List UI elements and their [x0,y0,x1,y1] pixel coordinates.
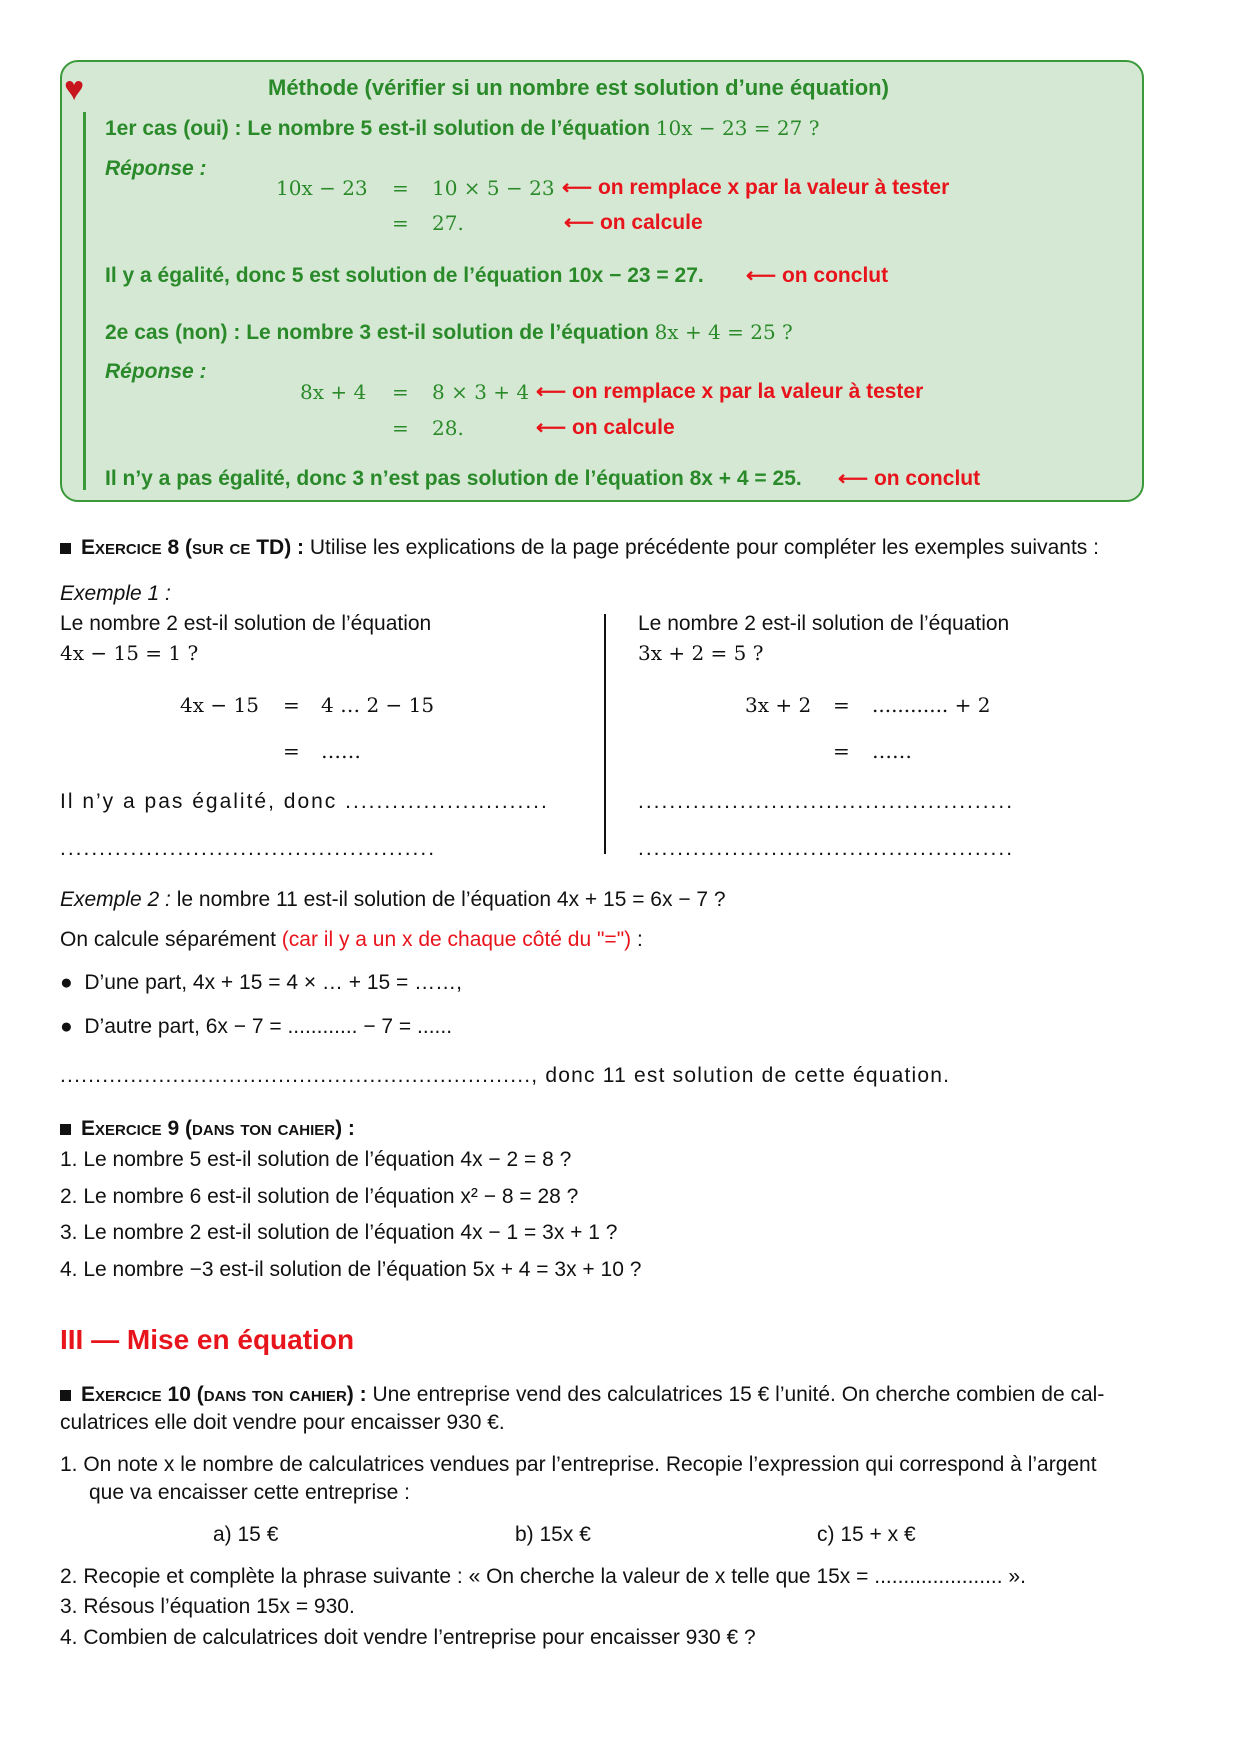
bullet-square-icon [60,1124,71,1135]
case2-eq: 8x + 4 = 25 ? [654,320,793,344]
case1-rhs2: 27. [432,211,464,235]
ex9-item: 1. Le nombre 5 est-il solution de l’équation 4x − 2 = 8 ? [60,1148,572,1171]
ex8-title: Exercice 8 (sur ce TD) : [81,536,305,559]
case2-rhs2: 28. [432,416,464,440]
ex8-text: Utilise les explications de la page précédente pour compléter les exemples suivants : [309,536,1099,559]
eq-sign: = [392,176,409,200]
case1-label: 1er cas (oui) : Le nombre 5 est-il solution de l’équation [105,117,650,140]
ex8-left-question: Le nombre 2 est-il solution de l’équation [60,612,432,635]
ex8-example2-label: Exemple 2 : [60,888,171,911]
case1-note1: ⟵ on remplace x par la valeur à tester [562,176,950,199]
case2-note2: ⟵ on calcule [536,416,675,439]
eq-sign: = [833,693,850,717]
case1-eq: 10x − 23 = 27 ? [655,116,820,140]
bullet-2: D’autre part, 6x − 7 = ............ − 7 = ...... [84,1015,453,1038]
case1-reponse: Réponse : [105,157,207,180]
case1-note2: ⟵ on calcule [564,211,703,234]
case1-conclusion: Il y a égalité, donc 5 est solution de l’équation 10x − 23 = 27. [105,264,704,287]
ex8-final[interactable]: ..................................................................., donc 11 est solution de cette équation. [60,1064,951,1087]
bullet-1: D’une part, 4x + 15 = 4 × … + 15 = ……, [84,971,462,994]
method-bar [83,112,86,490]
ex10-q2: 2. Recopie et complète la phrase suivante : « On cherche la valeur de x telle que 15x = ...................... ». [60,1565,1026,1588]
eq-sign: = [392,211,409,235]
ex9-title: Exercice 9 (dans ton cahier) : [81,1117,355,1140]
section-title: III — Mise en équation [60,1324,355,1355]
ex8-right-rhs1[interactable]: ............ + 2 [872,693,991,717]
ex8-left-lhs: 4x − 15 [180,693,259,717]
ex10-q3: 3. Résous l’équation 15x = 930. [60,1595,355,1618]
bullet-square-icon [60,1390,71,1401]
ex10-q1-cont: que va encaisser cette entreprise : [89,1481,411,1504]
ex9-item: 2. Le nombre 6 est-il solution de l’équation x² − 8 = 28 ? [60,1185,579,1208]
ex9-item: 4. Le nombre −3 est-il solution de l’équation 5x + 4 = 3x + 10 ? [60,1258,642,1281]
ex10-option-c: c) 15 + x € [817,1523,916,1546]
ex8-example1-label: Exemple 1 : [60,582,171,605]
bullet-square-icon [60,543,71,554]
case2-conclusion: Il n’y a pas égalité, donc 3 n’est pas solution de l’équation 8x + 4 = 25. [105,467,802,490]
eq-sign: = [392,380,409,404]
case1-lhs: 10x − 23 [276,176,368,200]
ex8-right-lhs: 3x + 2 [745,693,812,717]
ex8-left-rhs2: …… [321,739,361,763]
case2-note3: ⟵ on conclut [838,467,981,490]
method-title: Méthode (vérifier si un nombre est solution d’une équation) [268,75,889,100]
case2-rhs1: 8 × 3 + 4 [432,380,530,404]
ex10-option-a: a) 15 € [213,1523,279,1546]
case1-note3: ⟵ on conclut [746,264,889,287]
calc-end: : [631,928,643,951]
ex8-left-rhs1: 4 … 2 − 15 [321,693,435,717]
case2-reponse: Réponse : [105,360,207,383]
case2-note1: ⟵ on remplace x par la valeur à tester [536,380,924,403]
case2-lhs: 8x + 4 [300,380,367,404]
eq-sign: = [833,739,850,763]
calc-note: (car il y a un x de chaque côté du "=") [281,928,632,951]
ex10-q1: 1. On note x le nombre de calculatrices vendues par l’entreprise. Recopie l’expression qui correspond à l’argent [60,1453,1097,1476]
ex8-example2-text: le nombre 11 est-il solution de l’équation 4x + 15 = 6x − 7 ? [176,888,726,911]
ex8-right-question: Le nombre 2 est-il solution de l’équation [638,612,1010,635]
ex8-left-eq: 4x − 15 = 1 ? [60,641,199,665]
ex8-right-rhs2[interactable]: …… [872,739,912,763]
eq-sign: = [283,693,300,717]
ex8-right-dots2[interactable]: ................................................ [638,837,1015,860]
eq-sign: = [392,416,409,440]
case1-rhs1: 10 × 5 − 23 [432,176,555,200]
ex10-option-b: b) 15x € [515,1523,591,1546]
calc-text: On calcule séparément [60,928,276,951]
column-divider [604,614,606,854]
ex10-q4: 4. Combien de calculatrices doit vendre l’entreprise pour encaisser 930 € ? [60,1626,756,1649]
ex10-text1: Une entreprise vend des calculatrices 15 € l’unité. On cherche combien de cal- [372,1383,1105,1406]
eq-sign: = [283,739,300,763]
bullet-icon: ● [60,971,85,994]
ex8-left-conclusion[interactable]: Il n’y a pas égalité, donc .......................... [60,790,549,813]
ex9-item: 3. Le nombre 2 est-il solution de l’équation 4x − 1 = 3x + 1 ? [60,1221,618,1244]
ex10-text2: culatrices elle doit vendre pour encaisser 930 €. [60,1411,505,1434]
case2-label: 2e cas (non) : Le nombre 3 est-il solution de l’équation [105,321,649,344]
heart-icon: ♥ [64,70,85,108]
ex10-title: Exercice 10 (dans ton cahier) : [81,1383,367,1406]
ex8-right-dots1[interactable]: ................................................ [638,790,1015,813]
bullet-icon: ● [60,1015,85,1038]
ex8-right-eq: 3x + 2 = 5 ? [638,641,764,665]
ex8-left-dots[interactable]: ................................................ [60,837,437,860]
